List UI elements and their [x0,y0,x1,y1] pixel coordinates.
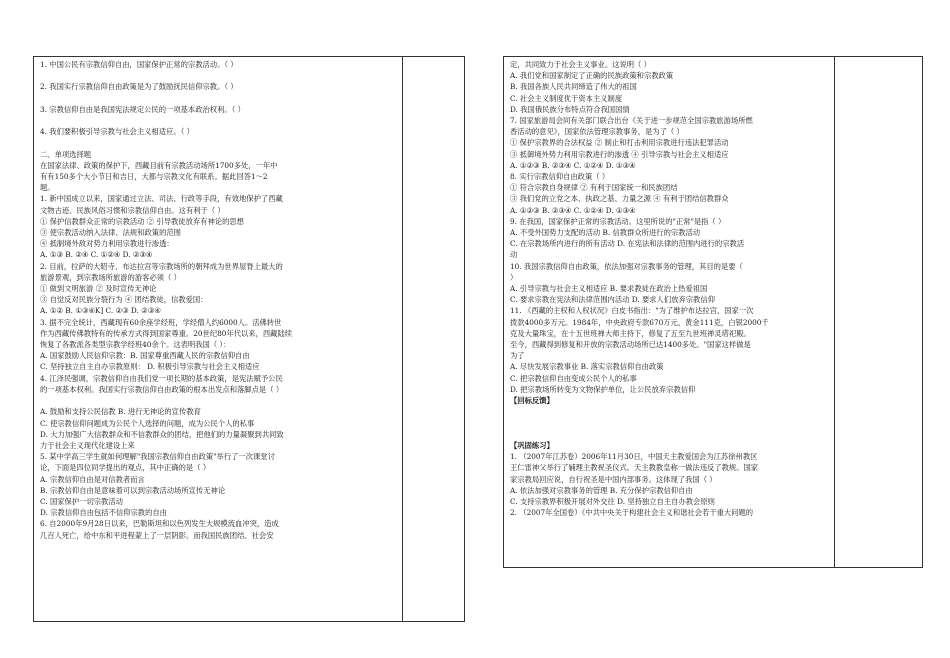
text-line [40,137,400,148]
text-line: B. 我国各族人民共同缔造了伟大的祖国 [510,82,637,92]
text-line: D. 宗教信仰自由包括不信仰宗教的自由 [40,508,167,518]
text-line: 克及大量珠宝，在十五世班禅大师主持下，修复了五至九世班禅灵塔祀殿。 [510,328,751,338]
text-line [40,70,400,81]
text-line: C. 在宗教场所内进行的所有活动 D. 在宪法和法律的范围内进行的宗教活 [510,239,745,249]
text-line [40,93,400,104]
text-line: A. 鼓励和支持公民信教 B. 进行无神论的宣传教育 [40,407,201,417]
text-line: ④ 抵制境外敌对势力利用宗教进行渗透： [40,239,174,249]
text-line: 【巩固练习】 [510,440,554,450]
text-line: 2. 我国实行宗教信仰自由政策是为了鼓励抚民信仰宗教。（ ） [40,82,238,92]
text-line: 二、单项选择题 [40,149,92,159]
text-line: 在国家法律、政策的保护下，西藏目前有宗教活动场所1700多处，一年中 [40,160,278,170]
text-line: C. 要求宗教在宪法和法律范围内活动 D. 要求人们放弃宗教信仰 [510,295,715,305]
text-line: 为了 [510,351,525,361]
text-line: A. ①③ B. ②④ C. ①②④ D. ②③④ [40,250,153,260]
text-line: A. 引导宗教与社会主义相适应 B. 要求教徒在政治上热爱祖国 [510,284,708,294]
text-line: ③ 抵御境外势力利用宗教进行的渗透 ④ 引导宗教与社会主义相适应 [510,149,729,159]
text-line: 旅游景观，到宗教场所旅游的游客必须（ ） [40,272,181,282]
text-line: 7. 国家旅游局会同有关部门联合出台《关于进一步规范全国宗教旅游场所燃 [510,116,753,126]
text-line: C. 把宗教信仰自由变成公民个人的私事 [510,373,637,383]
text-line: 有有150多个大小节日和吉日，大都与宗教文化有联系。据此回答1～2 [40,172,268,182]
text-line: C. 坚持独立自主自办宗教原则： D. 积极引导宗教与社会主义相适应 [40,362,260,372]
text-line: 恢复了各教派各类型宗教学经班40余个。这表明我国（ ）： [40,340,231,350]
text-line: 定，共同致力于社会主义事业。这说明（ ） [510,60,651,69]
left-question-text [40,59,400,541]
text-line: C. 支持宗教界积极开展对外交往 D. 坚持独立自主自办教会原则 [510,496,715,506]
text-line: A. 尽快发展宗教事业 B. 落实宗教信仰自由政策 [510,362,664,372]
text-line [40,115,400,126]
text-line: 作为西藏传佛教特有的传承方式得到国家尊重。20世纪80年代以来，西藏陆续 [40,328,293,338]
text-line: 动 [510,250,518,260]
text-line: ③ 我们党的立党之本、执政之基、力量之源 ④ 有利于团结信教群众 [510,194,729,204]
text-line: 【回标反馈】 [510,396,554,406]
text-line [510,429,830,440]
text-line: 拨款4000多万元。1984年，中央政府专款670万元，黄金111克，白银2000千 [510,317,769,327]
text-line: 10. 我国宗教信仰自由政策，依法加强对宗教事务的管理，其目的是要（ [510,261,743,271]
text-line: ③ 自觉反对民族分裂行为 ④ 团结教徒，信教爱国： [40,295,208,305]
text-line: A. 不受外国势力支配的活动 B. 信教群众所进行的宗教活动 [510,228,701,238]
text-line: 11. 《西藏的主权和人权状况》白皮书指出："为了维护布达拉宫，国家一次 [510,306,754,316]
text-line: ① 保护宗教界的合法权益 ② 制止和打击利用宗教进行违法犯罪活动 [510,138,729,148]
text-line: 家宗教局回应说，自行祝圣是中国内部事务。这体现了我国（ ） [510,474,717,484]
right-question-text [510,59,830,518]
text-line: ① 符合宗教自身规律 ② 有利于国家统一和民族团结 [510,183,678,193]
text-line: C. 社会主义制度优于资本主义制度 [510,93,623,103]
text-line: ） [510,272,518,282]
text-line: 王仁雷神父举行了辅理主教祝圣仪式。天主教教皇称一做法违反了教规。国家 [510,463,759,473]
text-line: B. 宗教信仰自由是意味着可以到宗教活动场所宣传无神论 [40,485,226,495]
text-line: 几百人死亡，给中东和平进程蒙上了一层阴影。而我国民族团结、社会安 [40,530,274,540]
text-line: 的一项基本权利。我国实行宗教信仰自由政策的根本出发点和落脚点是（ ） [40,384,284,394]
text-line: A. ①②③ B. ②③④ C. ①②④ D. ①③④ [510,160,636,170]
text-line [40,395,400,406]
worksheet-right-panel [503,56,923,568]
text-line: 题。 [40,183,55,193]
text-line: A. ①② B. ①③④K] C. ②③ D. ②③④ [40,306,161,316]
text-line: 4. 江泽民强调，宗教信仰自由我们党一项长期的基本政策，是宪法赋予公民 [40,373,283,383]
text-line [510,418,830,429]
text-line: 香活动的意见》，国家依法管理宗教事务，是为了（ ） [510,127,684,137]
margin-divider [402,57,403,621]
text-line: A. 国家鼓励人民信仰宗教：B. 国家尊重西藏人民的宗教信仰自由 [40,351,250,361]
text-line: A. 宗教信仰自由是对信教者而言 [40,474,145,484]
text-line: A. ①②③ B. ②③④ C. ①②④ D. ①③④ [510,205,636,215]
text-line: 1. （2007年江苏卷）2006年11月30日，中国天主教爱国会为江苏徐州教区 [510,452,758,462]
text-line: 4. 我们要积极引导宗教与社会主义相适应。（ ） [40,127,194,137]
text-line: 至今，西藏得到修复和开放的宗教活动场所已达1400多处。"国家这样做是 [510,340,751,350]
text-line: ① 保护信教群众正常的宗教活动 ② 引导教徒放弃有神论的思想 [40,216,244,226]
text-line: D. 大力加强广大信教群众和不信教群众的团结，把他们的力量凝聚到共同致 [40,429,284,439]
text-line: 1. 中国公民有宗教信仰自由，国家保护正常的宗教活动。（ ） [40,60,238,69]
text-line: ① 做到文明旅游 ② 及时宣传无神论 [40,284,157,294]
text-line: 6. 自2000年9月28日以来，巴勒斯坦和以色列发生大规模流血冲突，造成 [40,519,279,529]
margin-divider [834,57,835,567]
text-line: 8. 实行宗教信仰自由政策（ ） [510,172,610,182]
text-line: 2. （2007年全国卷）《中共中央关于构建社会主义和谐社会若干重大问题的 [510,508,754,518]
text-line: 力于社会主义现代化建设上来 [40,440,135,450]
text-line: C. 使宗教信仰问题成为公民个人选择的问题，成为公民个人的私事 [40,418,255,428]
text-line: 论，下面是四位同学提出的观点，其中正确的是（ ） [40,463,211,473]
text-line: 3. 据不完全统计，西藏现有60余座学经班，学经僧人约6000人。活佛转世 [40,317,282,327]
text-line: 2. 目前，拉萨的大昭寺、布达拉宫等宗教场所的朝拜成为世界屋脊上最大的 [40,261,283,271]
text-line: D. 把宗教场所转变为文物保护单位，让公民放弃宗教信仰 [510,384,696,394]
text-line: 文物古迹、民族风俗习惯和宗教信仰自由。这有利于（ ） [40,205,225,215]
text-line: A. 依法加强对宗教事务的管理 B. 充分保护宗教信仰自由 [510,485,693,495]
text-line: ③ 使宗教活动纳入法律、法规和政策的范围 [40,228,181,238]
text-line: 1. 新中国成立以来，国家通过立法、司法、行政等手段，有效地保护了西藏 [40,194,283,204]
text-line: D. 我国俄民族分布特点符合我国国情 [510,104,630,114]
text-line: C. 国家保护一切宗教活动 [40,496,123,506]
text-line [510,406,830,417]
text-line: 5. 某中学高三学生就如何理解"我国宗教信仰自由政策"举行了一次课堂讨 [40,452,275,462]
worksheet-left-panel [33,56,465,622]
text-line: 3. 宗教信仰自由是我国宪法规定公民的一项基本政治权利。（ ） [40,104,245,114]
text-line: 9. 在我国，国家保护正常的宗教活动。这里所说的"正常"是指（ ） [510,216,726,226]
text-line: A. 我们党和国家制定了正确的民族政策和宗教政策 [510,71,674,81]
